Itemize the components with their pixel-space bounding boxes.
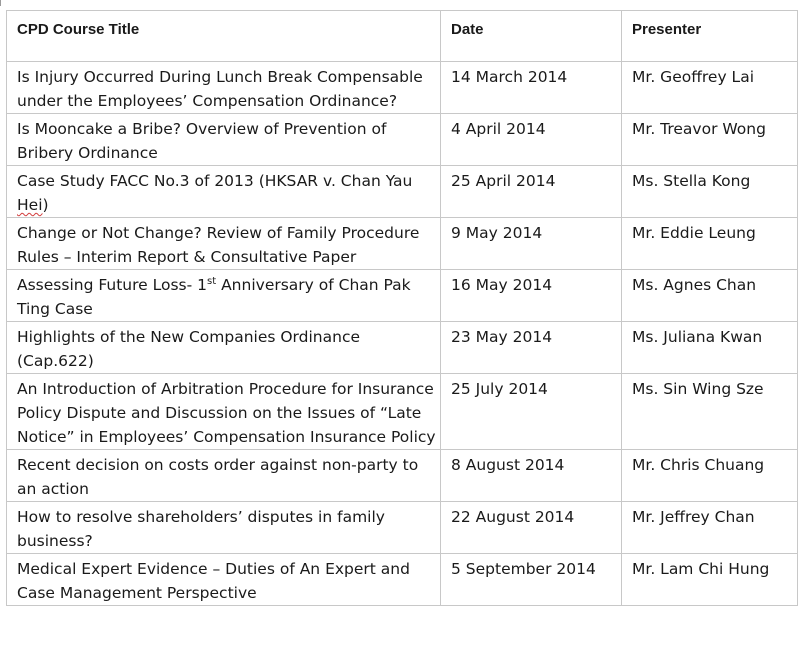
course-date: 5 September 2014 xyxy=(441,554,622,606)
course-presenter: Ms. Stella Kong xyxy=(622,166,798,218)
course-presenter: Ms. Agnes Chan xyxy=(622,270,798,322)
table-row xyxy=(7,554,798,606)
course-title: An Introduction of Arbitration Procedure for Insurance Policy Dispute and Discussion on the Issues of “Late Notice” in Employees’ Compensation Insurance Policy xyxy=(7,374,441,450)
course-title-part: Case Study FACC No.3 of 2013 (HKSAR v. Chan Yau xyxy=(17,172,413,190)
course-title xyxy=(7,270,441,322)
spellcheck-flagged-word: Hei xyxy=(17,196,43,214)
course-date: 9 May 2014 xyxy=(441,218,622,270)
header-row xyxy=(7,11,798,62)
course-title: How to resolve shareholders’ disputes in family business? xyxy=(7,502,441,554)
course-date: 4 April 2014 xyxy=(441,114,622,166)
table-row xyxy=(7,270,798,322)
table-row xyxy=(7,450,798,502)
table-row xyxy=(7,114,798,166)
course-date: 14 March 2014 xyxy=(441,62,622,114)
course-title: Recent decision on costs order against non-party to an action xyxy=(7,450,441,502)
course-date: 8 August 2014 xyxy=(441,450,622,502)
course-title: Highlights of the New Companies Ordinance (Cap.622) xyxy=(7,322,441,374)
header-date: Date xyxy=(441,11,622,62)
course-presenter: Ms. Sin Wing Sze xyxy=(622,374,798,450)
course-date: 16 May 2014 xyxy=(441,270,622,322)
course-title: Is Mooncake a Bribe? Overview of Prevention of Bribery Ordinance xyxy=(7,114,441,166)
course-title-part: Anniversary of Chan Pak Ting Case xyxy=(17,276,411,318)
course-presenter: Mr. Lam Chi Hung xyxy=(622,554,798,606)
course-date: 25 July 2014 xyxy=(441,374,622,450)
table-row xyxy=(7,322,798,374)
course-title-part: Assessing Future Loss- 1 xyxy=(17,276,208,294)
superscript-ordinal: st xyxy=(207,275,217,287)
course-title: Is Injury Occurred During Lunch Break Compensable under the Employees’ Compensation Ordinance? xyxy=(7,62,441,114)
course-title: Change or Not Change? Review of Family Procedure Rules – Interim Report & Consultative Paper xyxy=(7,218,441,270)
table-row xyxy=(7,374,798,450)
cpd-course-table xyxy=(6,10,798,606)
table-row xyxy=(7,166,798,218)
table-row xyxy=(7,502,798,554)
course-title: Medical Expert Evidence – Duties of An Expert and Case Management Perspective xyxy=(7,554,441,606)
course-presenter: Mr. Treavor Wong xyxy=(622,114,798,166)
course-presenter: Mr. Chris Chuang xyxy=(622,450,798,502)
header-course-title: CPD Course Title xyxy=(7,11,441,62)
table-row xyxy=(7,62,798,114)
course-date: 25 April 2014 xyxy=(441,166,622,218)
course-presenter: Mr. Jeffrey Chan xyxy=(622,502,798,554)
course-presenter: Mr. Geoffrey Lai xyxy=(622,62,798,114)
course-presenter: Ms. Juliana Kwan xyxy=(622,322,798,374)
header-presenter: Presenter xyxy=(622,11,798,62)
course-presenter: Mr. Eddie Leung xyxy=(622,218,798,270)
table-row xyxy=(7,218,798,270)
top-edge-mark xyxy=(0,0,1,6)
course-title xyxy=(7,166,441,218)
course-title-part: ) xyxy=(42,196,49,214)
course-date: 23 May 2014 xyxy=(441,322,622,374)
course-date: 22 August 2014 xyxy=(441,502,622,554)
